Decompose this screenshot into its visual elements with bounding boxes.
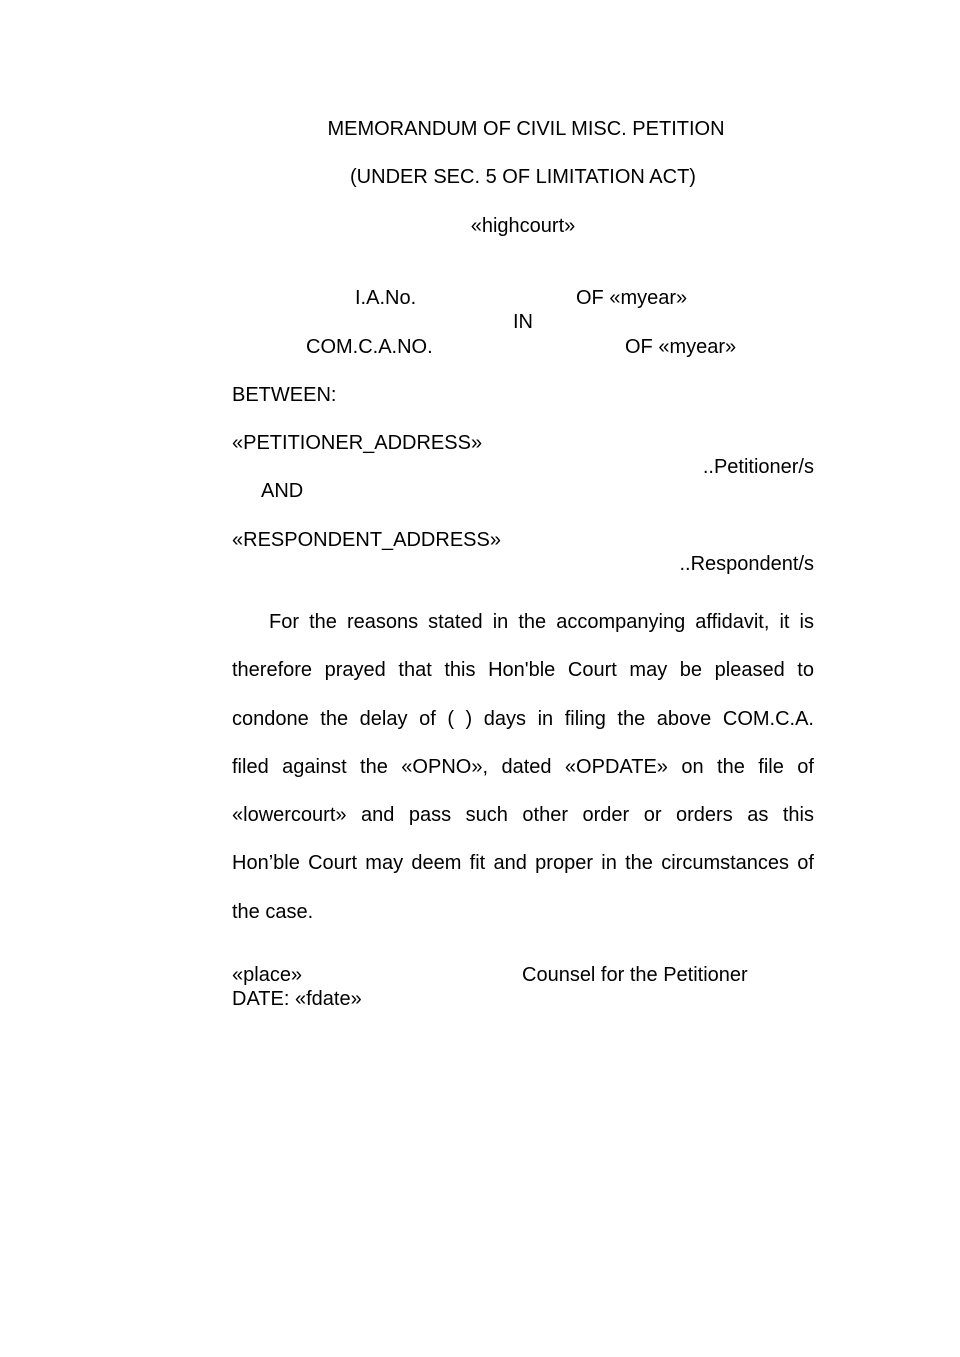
and-label: AND bbox=[261, 480, 304, 502]
in-label: IN bbox=[513, 311, 533, 333]
document-title: MEMORANDUM OF CIVIL MISC. PETITION bbox=[327, 118, 725, 140]
prayer-line: «lowercourt» and pass such other order or orders as this bbox=[232, 804, 814, 827]
prayer-line: therefore prayed that this Hon'ble Court may be pleased to bbox=[232, 659, 814, 682]
prayer-line: For the reasons stated in the accompanying affidavit, it is bbox=[269, 611, 814, 633]
highcourt-placeholder: «highcourt» bbox=[470, 215, 576, 237]
comca-number-label: COM.C.A.NO. bbox=[306, 336, 433, 358]
petitioner-role: ..Petitioner/s bbox=[702, 456, 814, 478]
ia-year: OF «myear» bbox=[576, 287, 688, 309]
petitioner-address: «PETITIONER_ADDRESS» bbox=[232, 432, 483, 454]
comca-year: OF «myear» bbox=[625, 336, 737, 358]
between-label: BETWEEN: bbox=[232, 384, 337, 406]
date-line: DATE: «fdate» bbox=[232, 988, 362, 1010]
counsel-signature-label: Counsel for the Petitioner bbox=[522, 964, 748, 986]
prayer-paragraph bbox=[232, 598, 814, 936]
document-subtitle: (UNDER SEC. 5 OF LIMITATION ACT) bbox=[350, 166, 696, 188]
prayer-line: condone the delay of ( ) days in filing the above COM.C.A. bbox=[232, 707, 814, 730]
respondent-role: ..Respondent/s bbox=[679, 553, 814, 575]
prayer-line: the case. bbox=[232, 900, 314, 923]
place-placeholder: «place» bbox=[232, 964, 303, 986]
prayer-line: Hon’ble Court may deem fit and proper in the circumstances of bbox=[232, 852, 814, 875]
respondent-address: «RESPONDENT_ADDRESS» bbox=[232, 529, 501, 551]
ia-number-label: I.A.No. bbox=[355, 287, 417, 309]
prayer-line: filed against the «OPNO», dated «OPDATE» on the file of bbox=[232, 755, 814, 778]
